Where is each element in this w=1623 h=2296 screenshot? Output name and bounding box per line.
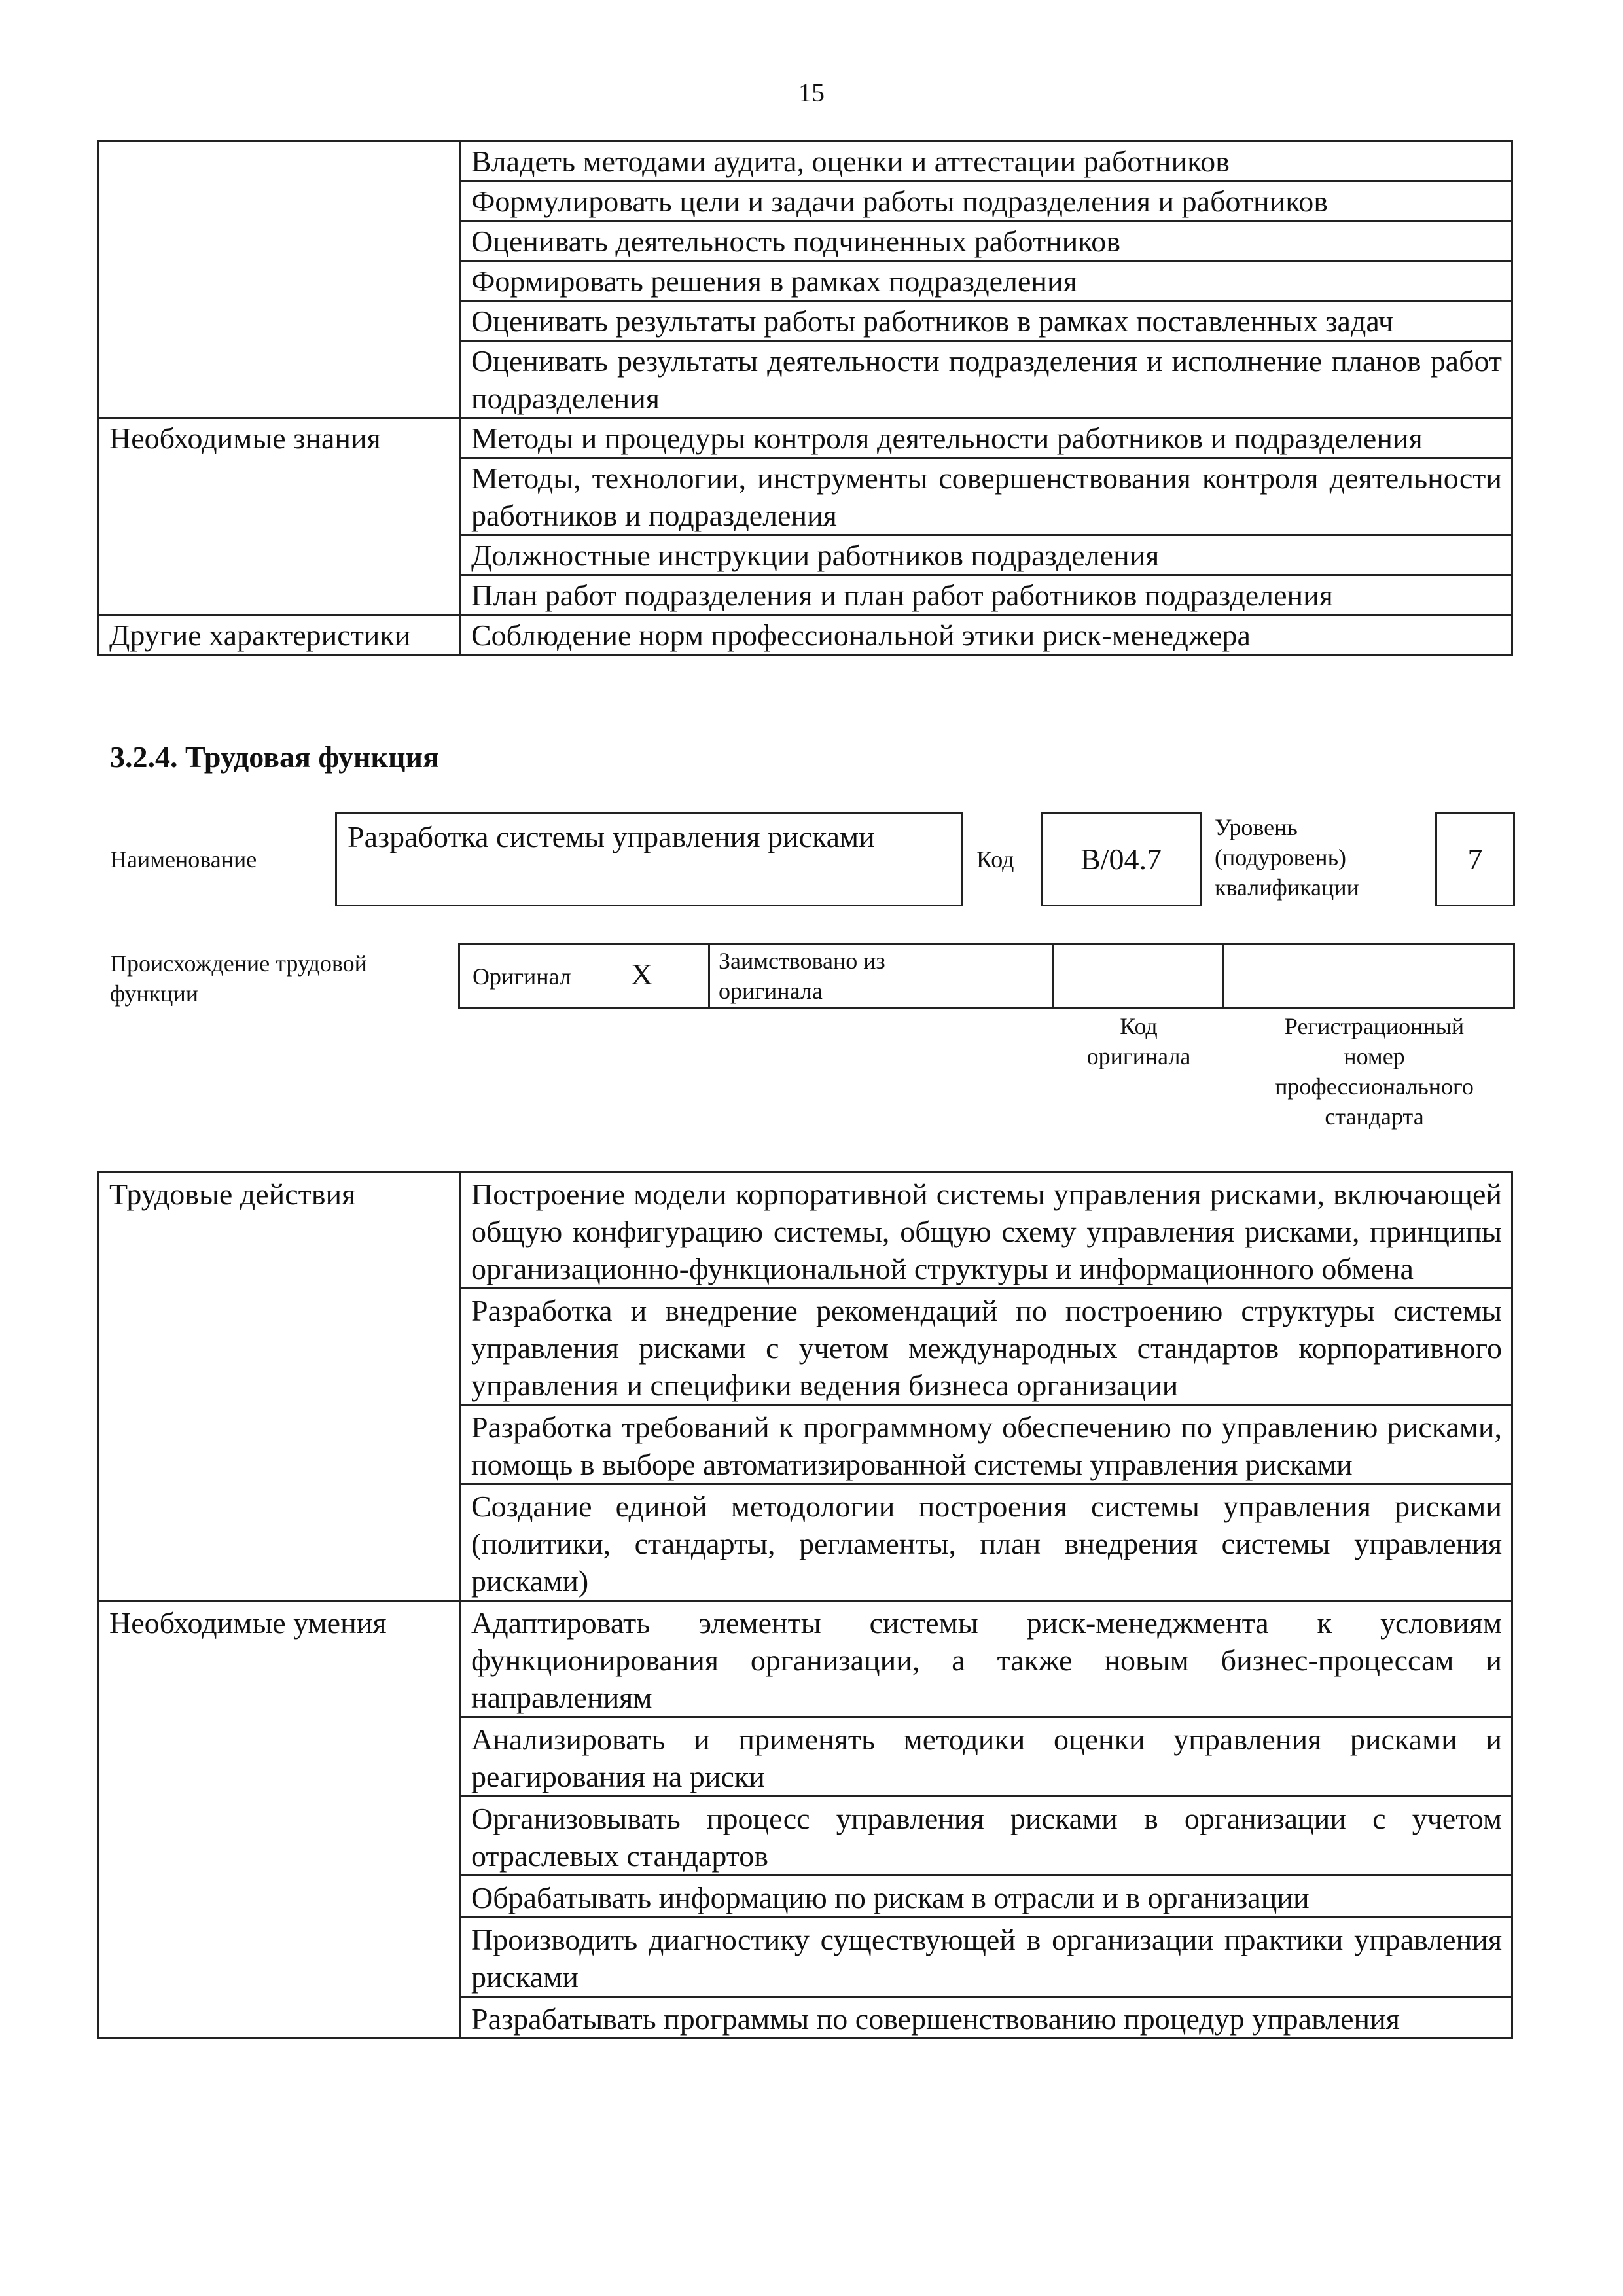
registration-caption-line: номер bbox=[1344, 1043, 1405, 1069]
labor-actions-table bbox=[97, 1171, 1513, 2039]
registration-caption-line: стандарта bbox=[1325, 1103, 1424, 1130]
table-cell: Создание единой методологии построения системы управления рисками (политики, стандарты, регламенты, план внедрения системы управления рисками) bbox=[460, 1484, 1512, 1601]
origin-box bbox=[458, 943, 1515, 1009]
table-cell: Обрабатывать информацию по рискам в отрасли и в организации bbox=[460, 1876, 1512, 1918]
divider bbox=[708, 943, 710, 1009]
code-caption-line: оригинала bbox=[1086, 1043, 1191, 1069]
table-cell: Разработка требований к программному обеспечению по управлению рисками, помощь в выборе автоматизированной системы управления рисками bbox=[460, 1405, 1512, 1484]
name-label: Наименование bbox=[110, 846, 257, 872]
function-code: B/04.7 bbox=[1080, 842, 1162, 876]
origin-label-line: функции bbox=[110, 980, 198, 1007]
table-cell: Владеть методами аудита, оценки и аттестации работников bbox=[460, 141, 1512, 181]
page-number: 15 bbox=[798, 78, 825, 107]
level-label-line: квалификации bbox=[1215, 874, 1359, 901]
divider bbox=[1052, 943, 1054, 1009]
table-cell: Анализировать и применять методики оценки управления рисками и реагирования на риски bbox=[460, 1717, 1512, 1797]
original-mark: X bbox=[631, 958, 653, 991]
row-label-actions: Трудовые действия bbox=[98, 1172, 460, 1601]
table-cell: Оценивать результаты деятельности подразделения и исполнение планов работ подразделения bbox=[460, 341, 1512, 418]
table-cell: Построение модели корпоративной системы управления рисками, включающей общую конфигурацию системы, общую схему управления рисками, принципы организационно-функциональной структуры и информационного обмена bbox=[460, 1172, 1512, 1289]
table-cell: Формировать решения в рамках подразделения bbox=[460, 261, 1512, 301]
origin-label-line: Происхождение трудовой bbox=[110, 950, 367, 977]
qualification-level: 7 bbox=[1467, 842, 1483, 876]
function-name: Разработка системы управления рисками bbox=[348, 820, 875, 853]
table-cell: Методы и процедуры контроля деятельности работников и подразделения bbox=[460, 418, 1512, 458]
table-cell: Оценивать деятельность подчиненных работников bbox=[460, 221, 1512, 261]
section-heading: 3.2.4. Трудовая функция bbox=[110, 740, 439, 774]
borrowed-label bbox=[719, 946, 885, 1006]
table-cell: Производить диагностику существующей в организации практики управления рисками bbox=[460, 1918, 1512, 1997]
table-cell: Разрабатывать программы по совершенствованию процедур управления bbox=[460, 1997, 1512, 2039]
row-label-other: Другие характеристики bbox=[98, 615, 460, 655]
row-label bbox=[98, 141, 460, 418]
function-name-box bbox=[335, 812, 963, 906]
registration-caption-line: Регистрационный bbox=[1284, 1013, 1465, 1039]
registration-caption bbox=[1230, 1011, 1518, 1132]
original-label: Оригинал bbox=[473, 963, 571, 990]
code-caption-line: Код bbox=[1120, 1013, 1158, 1039]
table-cell: Должностные инструкции работников подразделения bbox=[460, 535, 1512, 575]
table-cell: Организовывать процесс управления рисками в организации с учетом отраслевых стандартов bbox=[460, 1797, 1512, 1876]
skills-knowledge-table bbox=[97, 140, 1513, 656]
origin-label bbox=[110, 948, 367, 1009]
table-cell: Формулировать цели и задачи работы подразделения и работников bbox=[460, 181, 1512, 221]
borrowed-label-line: оригинала bbox=[719, 978, 823, 1004]
table-cell: Оценивать результаты работы работников в рамках поставленных задач bbox=[460, 301, 1512, 341]
level-label-line: (подуровень) bbox=[1215, 844, 1346, 870]
qualification-level-label bbox=[1215, 812, 1359, 903]
divider bbox=[1222, 943, 1224, 1009]
qualification-level-box bbox=[1435, 812, 1515, 906]
row-label-skills: Необходимые умения bbox=[98, 1601, 460, 2039]
borrowed-label-line: Заимствовано из bbox=[719, 948, 885, 974]
code-caption bbox=[1055, 1011, 1222, 1071]
registration-caption-line: профессионального bbox=[1275, 1073, 1474, 1100]
table-cell: План работ подразделения и план работ работников подразделения bbox=[460, 575, 1512, 615]
row-label-knowledge: Необходимые знания bbox=[98, 418, 460, 615]
code-label: Код bbox=[976, 846, 1014, 872]
level-label-line: Уровень bbox=[1215, 814, 1298, 840]
table-cell: Соблюдение норм профессиональной этики риск-менеджера bbox=[460, 615, 1512, 655]
table-cell: Разработка и внедрение рекомендаций по построению структуры системы управления рисками с учетом международных стандартов корпоративного управления и специфики ведения бизнеса организации bbox=[460, 1289, 1512, 1405]
function-code-box bbox=[1041, 812, 1202, 906]
table-cell: Методы, технологии, инструменты совершенствования контроля деятельности работников и подразделения bbox=[460, 458, 1512, 535]
table-cell: Адаптировать элементы системы риск-менеджмента к условиям функционирования организации, а также новым бизнес-процессам и направлениям bbox=[460, 1601, 1512, 1717]
